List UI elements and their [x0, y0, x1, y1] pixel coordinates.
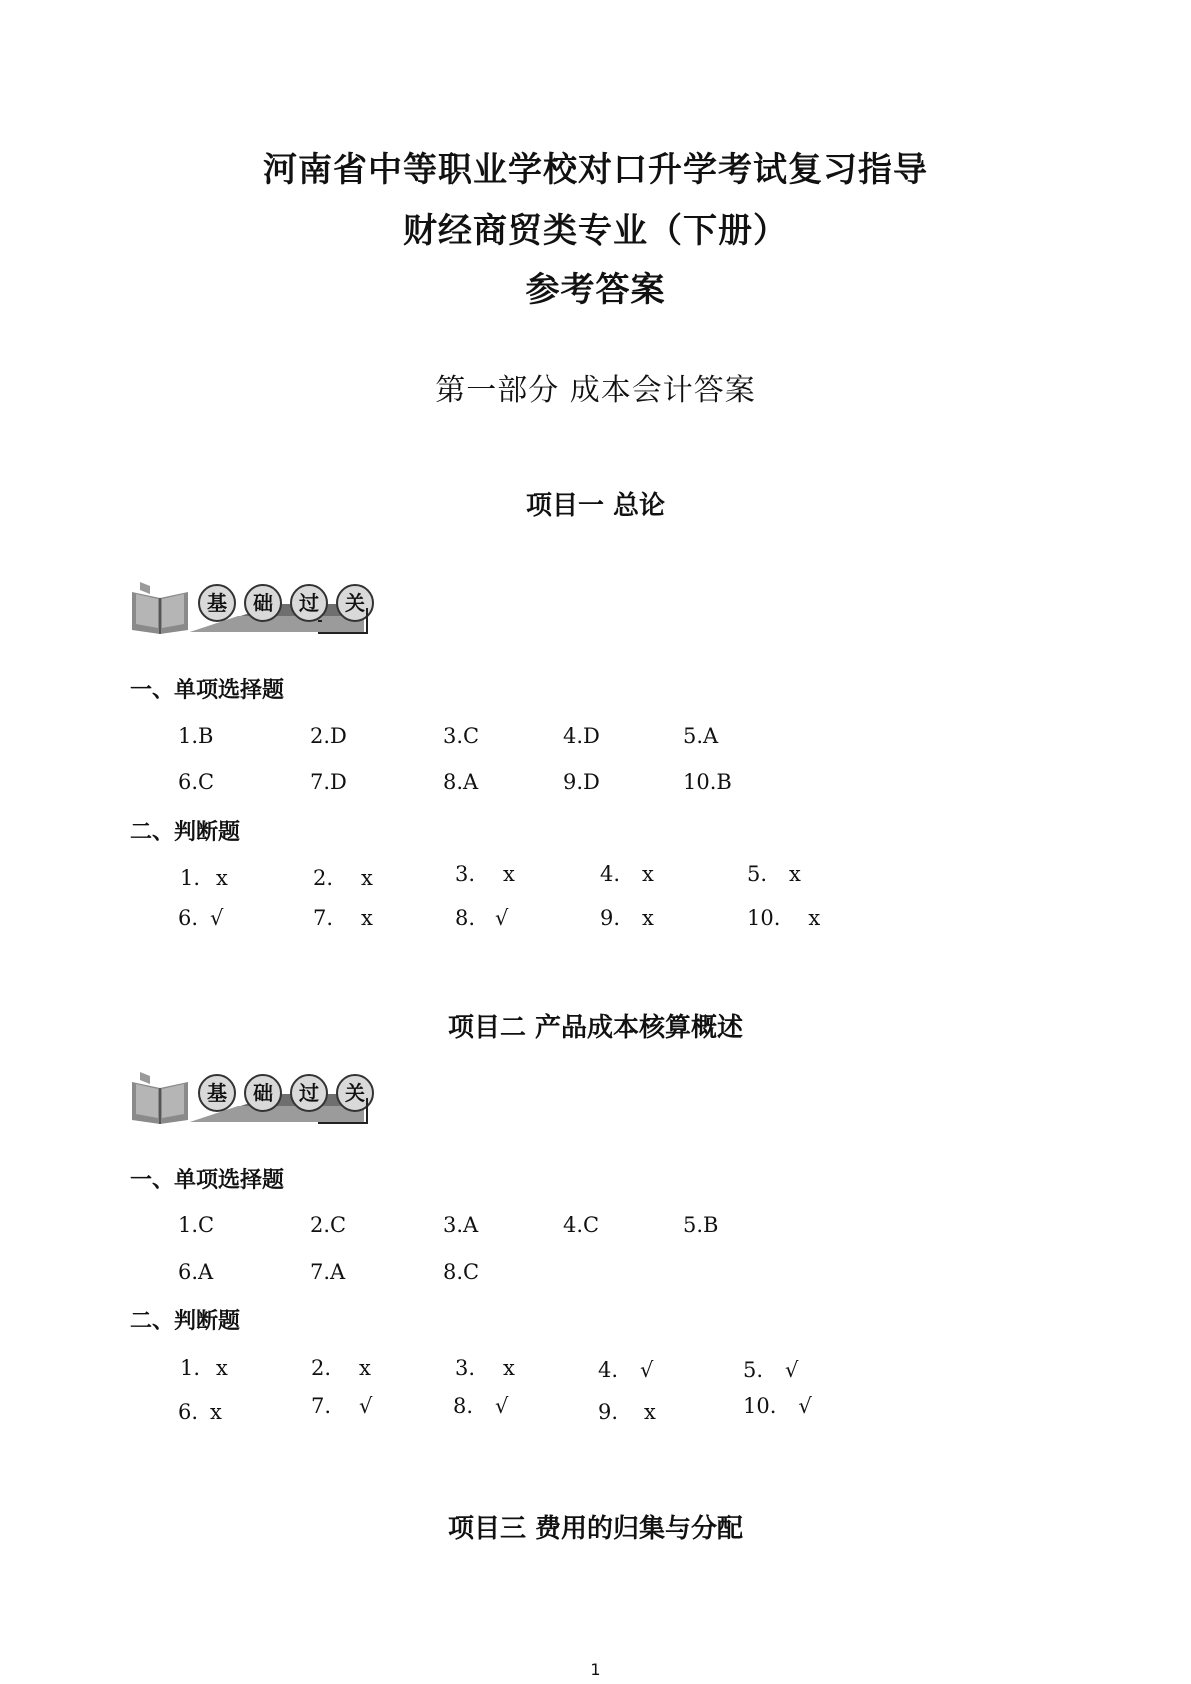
tf-number: 7. [311, 1394, 332, 1418]
banner-rule [318, 620, 322, 622]
tf-item [313, 866, 373, 890]
answer-item: 5.A [683, 724, 719, 748]
tf-number: 4. [598, 1358, 619, 1382]
tf-number: 7. [313, 906, 334, 930]
tf-number: 2. [313, 866, 334, 890]
tf-mark: √ [785, 1358, 799, 1382]
tf-number: 2. [311, 1356, 332, 1380]
tf-number: 5. [743, 1358, 764, 1382]
project3-title: 项目三 费用的归集与分配 [447, 1514, 744, 1544]
section-heading: 一、单项选择题 [130, 1168, 285, 1193]
tf-mark: √ [640, 1358, 654, 1382]
banner-char: 础 [244, 1074, 282, 1112]
tf-item [311, 1356, 371, 1380]
tf-mark: x [359, 1356, 371, 1380]
tf-mark: x [216, 1356, 228, 1380]
tf-number: 3. [455, 862, 476, 886]
tf-number: 4. [600, 862, 621, 886]
answer-item: 8.A [443, 770, 479, 794]
section-heading: 二、判断题 [130, 1309, 241, 1334]
tf-item [180, 866, 228, 890]
answer-item: 1.B [178, 724, 214, 748]
answer-item: 9.D [563, 770, 600, 794]
tf-mark: √ [495, 1394, 509, 1418]
tf-item [311, 1394, 372, 1418]
tf-item [313, 906, 373, 930]
answer-item: 3.A [443, 1213, 479, 1237]
answer-item: 7.D [310, 770, 347, 794]
tf-mark: x [808, 906, 821, 930]
tf-number: 6. [178, 906, 199, 930]
answer-item: 4.D [563, 724, 600, 748]
tf-item [743, 1394, 812, 1418]
tf-item [598, 1358, 653, 1382]
answer-item: 6.C [178, 770, 215, 794]
tf-item [747, 906, 820, 930]
tf-item [600, 906, 654, 930]
banner-char: 关 [336, 1074, 374, 1112]
tf-number: 1. [180, 866, 201, 890]
tf-mark: x [644, 1400, 656, 1424]
tf-mark: √ [798, 1394, 812, 1418]
tf-item [453, 1394, 508, 1418]
answer-item: 7.A [310, 1260, 346, 1284]
banner-char: 关 [336, 584, 374, 622]
banner-rule [318, 1122, 368, 1124]
part-title: 第一部分 成本会计答案 [435, 373, 756, 408]
tf-number: 10. [743, 1394, 777, 1418]
tf-mark: x [361, 866, 373, 890]
answer-item: 2.C [310, 1213, 347, 1237]
document-answer-title: 参考答案 [525, 270, 666, 310]
tf-number: 8. [455, 906, 476, 930]
project1-title: 项目一 总论 [525, 491, 666, 521]
document-title: 河南省中等职业学校对口升学考试复习指导 [263, 150, 928, 190]
tf-mark: √ [495, 906, 509, 930]
tf-item [455, 862, 515, 886]
banner-char: 基 [198, 584, 236, 622]
tf-mark: √ [210, 906, 224, 930]
answer-item: 2.D [310, 724, 347, 748]
tf-item [455, 906, 508, 930]
basic-pass-banner [128, 578, 388, 634]
tf-number: 1. [180, 1356, 201, 1380]
tf-mark: x [216, 866, 228, 890]
tf-item [180, 1356, 228, 1380]
banner-char: 础 [244, 584, 282, 622]
tf-number: 9. [598, 1400, 619, 1424]
tf-number: 9. [600, 906, 621, 930]
tf-number: 10. [747, 906, 781, 930]
banner-char: 过 [290, 584, 328, 622]
answer-item: 6.A [178, 1260, 214, 1284]
tf-mark: x [503, 862, 515, 886]
document-subtitle: 财经商贸类专业（下册） [403, 211, 788, 251]
answer-item: 4.C [563, 1213, 600, 1237]
tf-number: 6. [178, 1400, 199, 1424]
banner-label-group [198, 584, 374, 622]
answer-item: 10.B [683, 770, 732, 794]
tf-mark: √ [359, 1394, 373, 1418]
answer-item: 8.C [443, 1260, 480, 1284]
section-heading: 一、单项选择题 [130, 678, 285, 703]
tf-mark: x [503, 1356, 515, 1380]
answer-item: 1.C [178, 1213, 215, 1237]
banner-rule [318, 632, 368, 634]
tf-item [178, 906, 223, 930]
banner-char: 基 [198, 1074, 236, 1112]
tf-mark: x [789, 862, 801, 886]
answer-item: 5.B [683, 1213, 719, 1237]
tf-item [455, 1356, 515, 1380]
tf-mark: x [210, 1400, 222, 1424]
basic-pass-banner [128, 1068, 388, 1124]
answer-item: 3.C [443, 724, 480, 748]
tf-mark: x [361, 906, 373, 930]
tf-item [600, 862, 654, 886]
tf-item [743, 1358, 798, 1382]
section-heading: 二、判断题 [130, 820, 241, 845]
project2-title: 项目二 产品成本核算概述 [447, 1013, 744, 1043]
tf-number: 8. [453, 1394, 474, 1418]
page-number: 1 [590, 1660, 601, 1679]
tf-number: 3. [455, 1356, 476, 1380]
banner-rule [366, 1098, 368, 1124]
tf-number: 5. [747, 862, 768, 886]
tf-mark: x [642, 906, 654, 930]
tf-item [747, 862, 801, 886]
banner-label-group [198, 1074, 374, 1112]
tf-item [598, 1400, 656, 1424]
banner-char: 过 [290, 1074, 328, 1112]
tf-mark: x [642, 862, 654, 886]
banner-rule [366, 608, 368, 634]
tf-item [178, 1400, 222, 1424]
